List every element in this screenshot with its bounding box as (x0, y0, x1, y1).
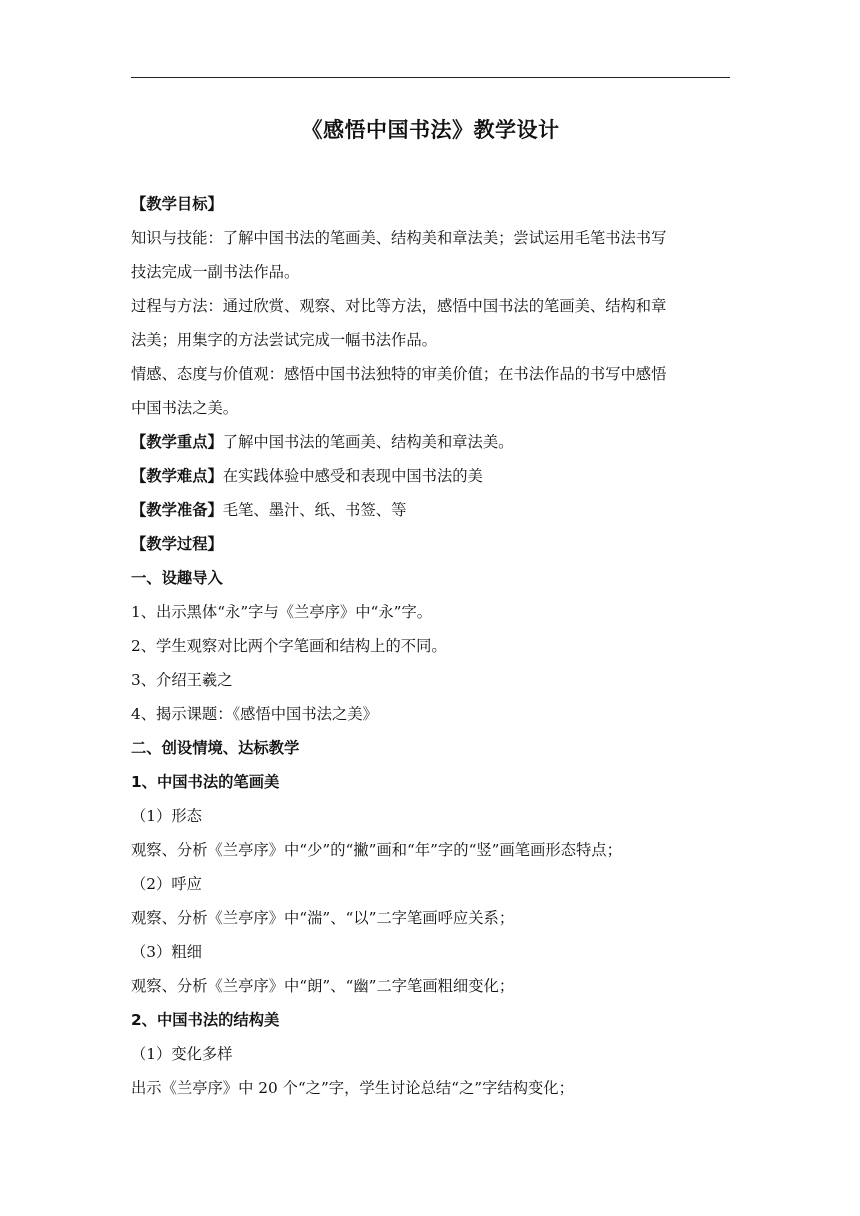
stroke-item: 观察、分析《兰亭序》中“少”的“撇”画和“年”字的“竖”画笔画形态特点； (131, 841, 622, 859)
part1-heading: 一、设趣导入 (131, 569, 223, 587)
preparation-text: 毛笔、墨汁、纸、书签、等 (222, 501, 407, 519)
structure-item: （1）变化多样 (131, 1045, 233, 1063)
objective-emotion-line-2: 中国书法之美。 (131, 399, 239, 417)
key-point-label: 【教学重点】 (131, 433, 223, 451)
part1-item: 3、介绍王羲之 (131, 671, 233, 689)
page-title: 《感悟中国书法》教学设计 (301, 118, 560, 142)
part2-heading: 二、创设情境、达标教学 (131, 739, 300, 757)
objective-process-line-2: 法美；用集字的方法尝试完成一幅书法作品。 (131, 331, 437, 349)
document-body (131, 187, 732, 1105)
header-rule (131, 77, 730, 78)
objectives-heading: 【教学目标】 (131, 195, 223, 213)
process-heading: 【教学过程】 (131, 535, 223, 553)
part1-item: 4、揭示课题：《感悟中国书法之美》 (131, 705, 378, 723)
objective-emotion-line-1: 情感、态度与价值观：感悟中国书法独特的审美价值；在书法作品的书写中感悟 (131, 365, 667, 383)
stroke-item: （3）粗细 (131, 943, 202, 961)
stroke-item: （1）形态 (131, 807, 202, 825)
structure-beauty-heading: 2、中国书法的结构美 (131, 1011, 280, 1029)
key-point-line (131, 425, 732, 459)
objective-process-line-1: 过程与方法：通过欣赏、观察、对比等方法，感悟中国书法的笔画美、结构和章 (131, 297, 667, 315)
stroke-item: 观察、分析《兰亭序》中“湍”、“以”二字笔画呼应关系； (131, 909, 515, 927)
key-point-text: 了解中国书法的笔画美、结构美和章法美。 (222, 433, 514, 451)
stroke-item: 观察、分析《兰亭序》中“朗”、“幽”二字笔画粗细变化； (131, 977, 515, 995)
difficulty-label: 【教学难点】 (131, 467, 223, 485)
preparation-line (131, 493, 732, 527)
preparation-label: 【教学准备】 (131, 501, 223, 519)
stroke-item: （2）呼应 (131, 875, 202, 893)
difficulty-line (131, 459, 732, 493)
structure-item: 出示《兰亭序》中 20 个“之”字，学生讨论总结“之”字结构变化； (131, 1079, 574, 1097)
stroke-beauty-heading: 1、中国书法的笔画美 (131, 773, 280, 791)
difficulty-text: 在实践体验中感受和表现中国书法的美 (222, 467, 483, 485)
part1-item: 1、出示黑体“永”字与《兰亭序》中“永”字。 (131, 603, 433, 621)
objective-knowledge-line-2: 技法完成一副书法作品。 (131, 263, 300, 281)
part1-item: 2、学生观察对比两个字笔画和结构上的不同。 (131, 637, 447, 655)
objective-knowledge-line-1: 知识与技能：了解中国书法的笔画美、结构美和章法美；尝试运用毛笔书法书写 (131, 229, 667, 247)
